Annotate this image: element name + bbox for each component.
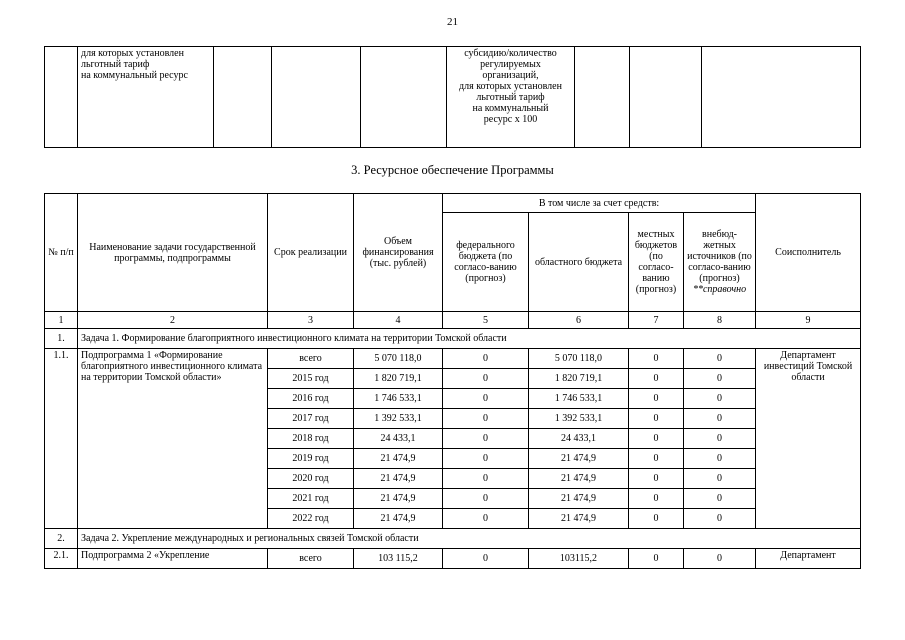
fragment-line: субсидию/количество xyxy=(464,48,557,59)
regional-cell: 21 474,9 xyxy=(529,489,629,509)
volume-cell: 21 474,9 xyxy=(354,449,443,469)
task-row xyxy=(45,529,861,549)
term-cell: 2018 год xyxy=(268,429,354,449)
fragment-line: на коммунальный xyxy=(472,103,549,114)
federal-cell: 0 xyxy=(443,349,529,369)
regional-cell: 1 820 719,1 xyxy=(529,369,629,389)
subprogram-num: 1.1. xyxy=(45,349,78,529)
offbudget-cell: 0 xyxy=(684,509,756,529)
offbudget-cell: 0 xyxy=(684,409,756,429)
offbudget-cell: 0 xyxy=(684,449,756,469)
volume-cell: 24 433,1 xyxy=(354,429,443,449)
regional-cell: 1 392 533,1 xyxy=(529,409,629,429)
federal-cell: 0 xyxy=(443,469,529,489)
column-number: 7 xyxy=(629,312,684,329)
executor-cell: Департамент инвестиций Томской области xyxy=(756,349,861,529)
fragment-line: на коммунальный ресурс xyxy=(81,70,188,81)
term-cell: 2017 год xyxy=(268,409,354,429)
federal-cell: 0 xyxy=(443,389,529,409)
column-number: 1 xyxy=(45,312,78,329)
header-regional: областного бюджета xyxy=(529,213,629,312)
fragment-cell-formula xyxy=(447,47,575,148)
column-number: 8 xyxy=(684,312,756,329)
offbudget-cell: 0 xyxy=(684,549,756,569)
offbudget-cell: 0 xyxy=(684,429,756,449)
term-cell: всего xyxy=(268,349,354,369)
local-cell: 0 xyxy=(629,449,684,469)
fragment-line: льготный тариф xyxy=(476,92,545,103)
local-cell: 0 xyxy=(629,389,684,409)
local-cell: 0 xyxy=(629,549,684,569)
fragment-line: для которых установлен xyxy=(81,48,184,59)
header-num: № п/п xyxy=(45,194,78,312)
header-including: В том числе за счет средств: xyxy=(443,194,756,213)
offbudget-cell: 0 xyxy=(684,469,756,489)
column-number: 5 xyxy=(443,312,529,329)
task-title: Задача 1. Формирование благоприятного инвестиционного климата на территории Томской области xyxy=(78,329,861,349)
fragment-cell-empty xyxy=(361,47,447,148)
task-num: 2. xyxy=(45,529,78,549)
local-cell: 0 xyxy=(629,489,684,509)
table-row xyxy=(45,349,861,369)
federal-cell: 0 xyxy=(443,509,529,529)
term-cell: 2022 год xyxy=(268,509,354,529)
term-cell: всего xyxy=(268,549,354,569)
volume-cell: 1 820 719,1 xyxy=(354,369,443,389)
fragment-cell-empty xyxy=(630,47,702,148)
term-cell: 2020 год xyxy=(268,469,354,489)
subprogram-name: Подпрограмма 1 «Формирование благоприятного инвестиционного климата на территории Томской области» xyxy=(78,349,268,529)
header-executor: Соисполнитель xyxy=(756,194,861,312)
regional-cell: 21 474,9 xyxy=(529,449,629,469)
fragment-line: для которых установлен xyxy=(459,81,562,92)
subprogram-name: Подпрограмма 2 «Укрепление xyxy=(78,549,268,569)
header-offbudget-label: внебюд-жетных источников (по согласо-ванию (прогноз) xyxy=(687,229,752,284)
fragment-cell-empty xyxy=(575,47,630,148)
federal-cell: 0 xyxy=(443,429,529,449)
regional-cell: 24 433,1 xyxy=(529,429,629,449)
header-offbudget-note: **справочно xyxy=(692,284,747,295)
local-cell: 0 xyxy=(629,469,684,489)
column-number: 4 xyxy=(354,312,443,329)
federal-cell: 0 xyxy=(443,549,529,569)
fragment-cell-empty xyxy=(702,47,861,148)
offbudget-cell: 0 xyxy=(684,349,756,369)
regional-cell: 21 474,9 xyxy=(529,469,629,489)
term-cell: 2019 год xyxy=(268,449,354,469)
volume-cell: 1 392 533,1 xyxy=(354,409,443,429)
volume-cell: 21 474,9 xyxy=(354,489,443,509)
regional-cell: 1 746 533,1 xyxy=(529,389,629,409)
column-number-row xyxy=(45,312,861,329)
header-offbudget xyxy=(684,213,756,312)
column-number: 9 xyxy=(756,312,861,329)
term-cell: 2021 год xyxy=(268,489,354,509)
fragment-cell-empty xyxy=(272,47,361,148)
local-cell: 0 xyxy=(629,409,684,429)
header-name: Наименование задачи государственной программы, подпрограммы xyxy=(78,194,268,312)
executor-cell: Департамент xyxy=(756,549,861,569)
fragment-line: льготный тариф xyxy=(81,59,150,70)
term-cell: 2016 год xyxy=(268,389,354,409)
resource-table xyxy=(44,193,861,569)
federal-cell: 0 xyxy=(443,369,529,389)
regional-cell: 103115,2 xyxy=(529,549,629,569)
offbudget-cell: 0 xyxy=(684,389,756,409)
regional-cell: 21 474,9 xyxy=(529,509,629,529)
fragment-cell-description xyxy=(78,47,214,148)
federal-cell: 0 xyxy=(443,489,529,509)
fragment-line: ресурс x 100 xyxy=(483,114,538,125)
fragment-cell-empty xyxy=(45,47,78,148)
task-num: 1. xyxy=(45,329,78,349)
offbudget-cell: 0 xyxy=(684,369,756,389)
table-row xyxy=(45,549,861,569)
volume-cell: 1 746 533,1 xyxy=(354,389,443,409)
volume-cell: 103 115,2 xyxy=(354,549,443,569)
task-row xyxy=(45,329,861,349)
column-number: 2 xyxy=(78,312,268,329)
offbudget-cell: 0 xyxy=(684,489,756,509)
header-federal: федерального бюджета (по согласо-ванию (прогноз) xyxy=(443,213,529,312)
column-number: 6 xyxy=(529,312,629,329)
header-term: Срок реализации xyxy=(268,194,354,312)
subprogram-num: 2.1. xyxy=(45,549,78,569)
regional-cell: 5 070 118,0 xyxy=(529,349,629,369)
section-title: 3. Ресурсное обеспечение Программы xyxy=(351,163,554,177)
federal-cell: 0 xyxy=(443,409,529,429)
volume-cell: 21 474,9 xyxy=(354,509,443,529)
task-title: Задача 2. Укрепление международных и региональных связей Томской области xyxy=(78,529,861,549)
fragment-line: организаций, xyxy=(482,70,539,81)
local-cell: 0 xyxy=(629,369,684,389)
federal-cell: 0 xyxy=(443,449,529,469)
fragment-line: регулируемых xyxy=(480,59,541,70)
volume-cell: 21 474,9 xyxy=(354,469,443,489)
volume-cell: 5 070 118,0 xyxy=(354,349,443,369)
previous-table-fragment xyxy=(44,46,861,148)
term-cell: 2015 год xyxy=(268,369,354,389)
fragment-cell-empty xyxy=(214,47,272,148)
local-cell: 0 xyxy=(629,429,684,449)
header-local: местных бюджетов (по согласо-ванию (прогноз) xyxy=(629,213,684,312)
local-cell: 0 xyxy=(629,349,684,369)
local-cell: 0 xyxy=(629,509,684,529)
page-number: 21 xyxy=(447,16,458,28)
column-number: 3 xyxy=(268,312,354,329)
header-volume: Объем финансирования (тыс. рублей) xyxy=(354,194,443,312)
